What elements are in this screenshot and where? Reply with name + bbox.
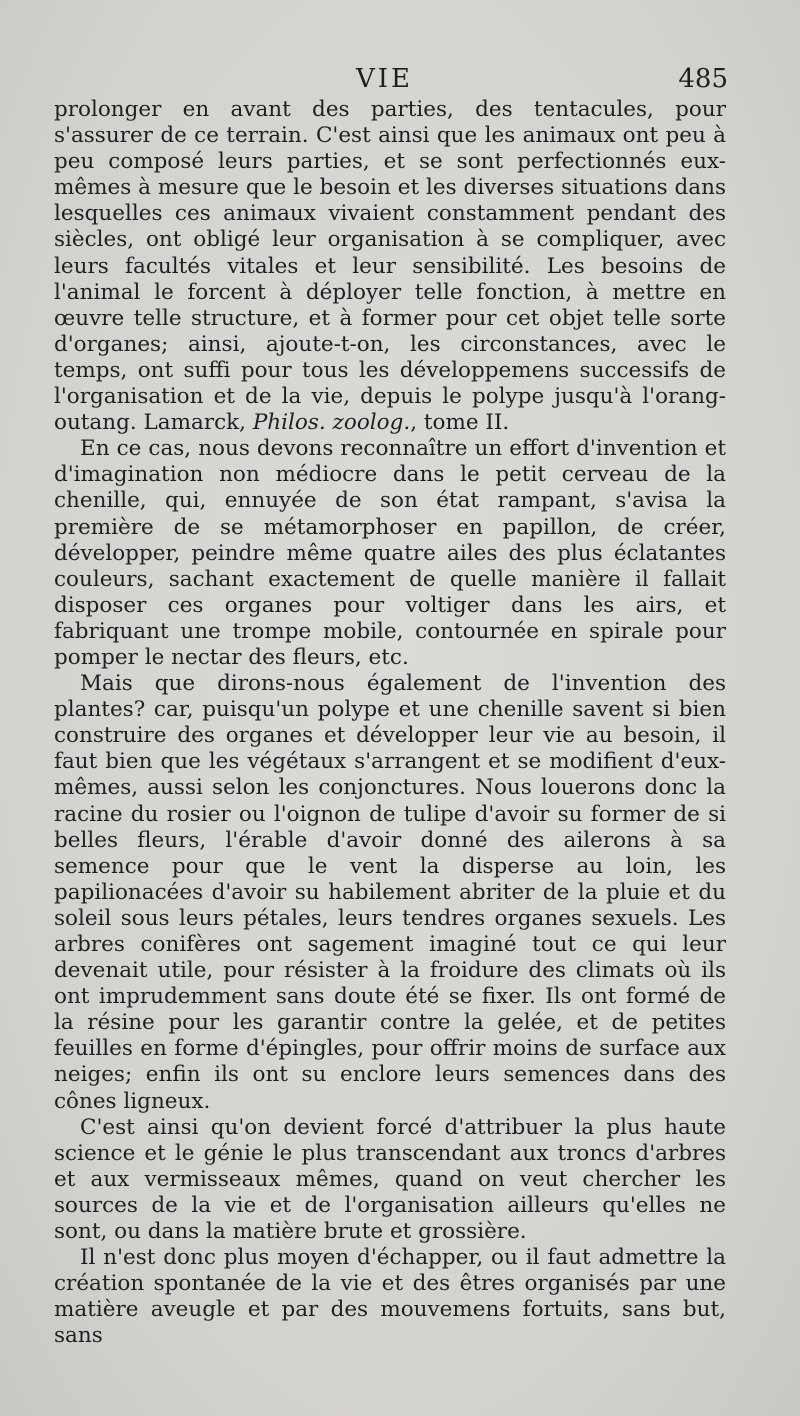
page-header bbox=[56, 58, 728, 98]
paragraph: Il n'est donc plus moyen d'échapper, ou il faut admettre la création spontanée de la vie et des êtres organisés par une matière aveugle et par des mouvemens fortuits, sans but, sans bbox=[54, 1245, 726, 1349]
paragraph-text: prolonger en avant des parties, des tentacules, pour s'assurer de ce terrain. C'est ainsi que les animaux ont peu à peu composé leurs parties, et se sont perfectionnés eux-mêmes à mesure que le besoin et les diverses situations dans lesquelles ces animaux vivaient constamment pendant des siècles, ont obligé leur organisation à se compliquer, avec leurs facultés vitales et leur sensibilité. Les besoins de l'animal le forcent à déployer telle fonction, à mettre en œuvre telle structure, et à former pour cet objet telle sorte d'organes; ainsi, ajoute-t-on, les circonstances, avec le temps, ont suffi pour tous les développemens successifs de l'organisation et de la vie, depuis le polype jusqu'à l'orang-outang. Lamarck, bbox=[54, 97, 726, 436]
citation-volume: , tome II. bbox=[410, 410, 510, 436]
body-text bbox=[54, 97, 726, 1350]
running-title: VIE bbox=[356, 64, 414, 94]
citation-title: Philos. zoolog. bbox=[252, 410, 411, 436]
page-number: 485 bbox=[678, 64, 728, 94]
paragraph: En ce cas, nous devons reconnaître un effort d'invention et d'imagination non médiocre dans le petit cerveau de la chenille, qui, ennuyée de son état rampant, s'avisa la première de se métamorphoser en papillon, de créer, développer, peindre même quatre ailes des plus éclatantes couleurs, sachant exactement de quelle manière il fallait disposer ces organes pour voltiger dans les airs, et fabriquant une trompe mobile, contournée en spirale pour pomper le nectar des fleurs, etc. bbox=[54, 436, 726, 670]
paragraph: Mais que dirons-nous également de l'invention des plantes? car, puisqu'un polype et une chenille savent si bien construire des organes et développer leur vie au besoin, il faut bien que les végétaux s'arrangent et se modifient d'eux-mêmes, aussi selon les conjonctures. Nous louerons donc la racine du rosier ou l'oignon de tulipe d'avoir su former de si belles fleurs, l'érable d'avoir donné des ailerons à sa semence pour que le vent la disperse au loin, les papilionacées d'avoir su habilement abriter de la pluie et du soleil sous leurs pétales, leurs tendres organes sexuels. Les arbres conifères ont sagement imaginé tout ce qui leur devenait utile, pour résister à la froidure des climats où ils ont imprudemment sans doute été se fixer. Ils ont formé de la résine pour les garantir contre la gelée, et de petites feuilles en forme d'épingles, pour offrir moins de surface aux neiges; enfin ils ont su enclore leurs semences dans des cônes ligneux. bbox=[54, 671, 726, 1114]
paragraph: C'est ainsi qu'on devient forcé d'attribuer la plus haute science et le génie le plus transcendant aux troncs d'arbres et aux vermisseaux mêmes, quand on veut chercher les sources de la vie et de l'organisation ailleurs qu'elles ne sont, ou dans la matière brute et grossière. bbox=[54, 1114, 726, 1245]
paragraph-continuation bbox=[54, 97, 726, 436]
